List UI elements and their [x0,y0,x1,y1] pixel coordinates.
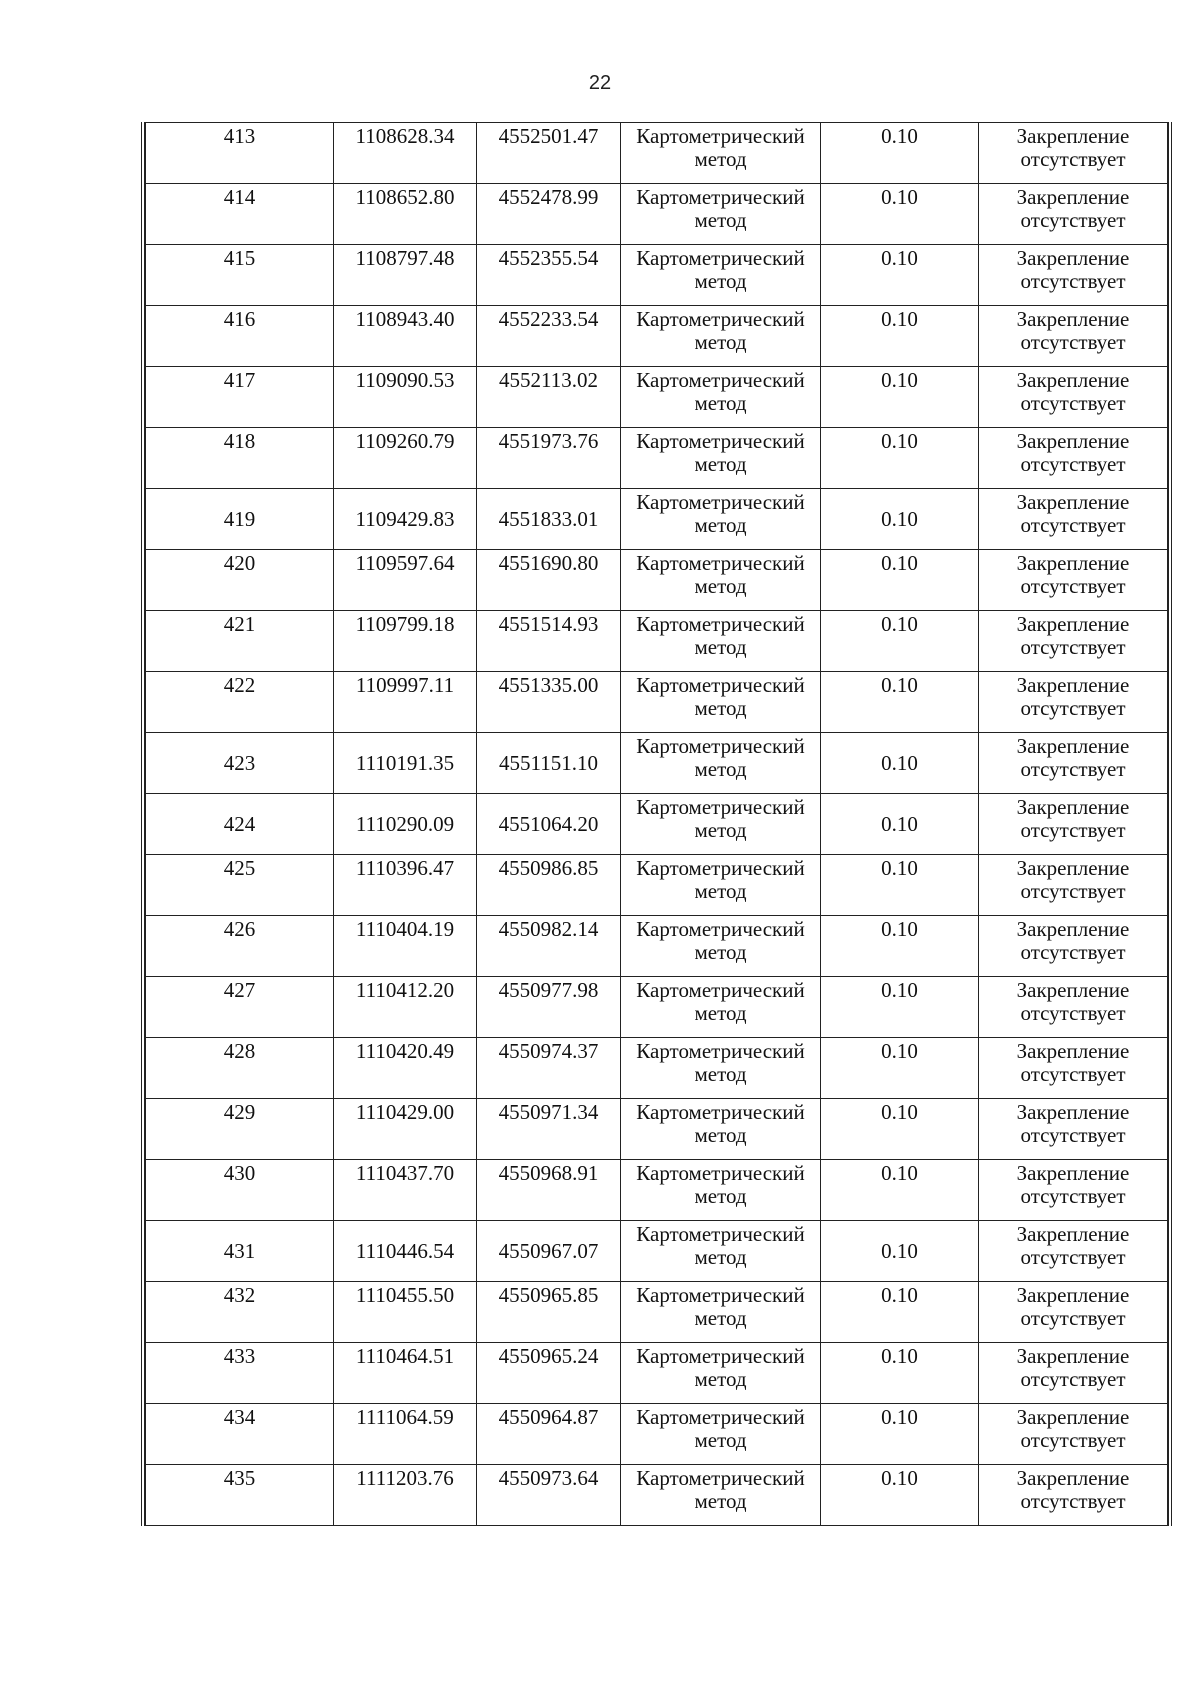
fixing-text: Закрепление [1016,734,1130,758]
fixing-text: отсутствует [1020,330,1126,354]
page-number: 22 [588,72,612,94]
point-number-cell: 432 [146,1282,334,1343]
table-row [146,733,1168,794]
method-text: Картометрический [636,1344,805,1368]
x-coordinate-cell: 1108628.34 [334,123,477,184]
fixing-text: отсутствует [1020,1367,1126,1391]
fixing-cell [979,1099,1168,1160]
table-row [146,1465,1168,1526]
fixing-text: отсутствует [1020,635,1126,659]
fixing-text: Закрепление [1016,1344,1130,1368]
table-row [146,1160,1168,1221]
y-coordinate-cell: 4552233.54 [477,306,621,367]
method-cell [621,1465,821,1526]
fixing-text: отсутствует [1020,940,1126,964]
method-text: Картометрический [636,1466,805,1490]
method-text: метод [694,1306,747,1330]
fixing-cell [979,1343,1168,1404]
y-coordinate-cell: 4551833.01 [477,489,621,550]
accuracy-cell: 0.10 [821,1343,979,1404]
x-coordinate-cell: 1110396.47 [334,855,477,916]
point-number-cell: 416 [146,306,334,367]
fixing-cell [979,1282,1168,1343]
method-text: метод [694,574,747,598]
fixing-text: отсутствует [1020,1489,1126,1513]
method-text: метод [694,1184,747,1208]
table-row [146,184,1168,245]
fixing-cell [979,1465,1168,1526]
method-text: метод [694,757,747,781]
fixing-text: Закрепление [1016,551,1130,575]
y-coordinate-cell: 4551151.10 [477,733,621,794]
x-coordinate-cell: 1110464.51 [334,1343,477,1404]
fixing-text: отсутствует [1020,574,1126,598]
accuracy-cell: 0.10 [821,489,979,550]
x-coordinate-cell: 1109429.83 [334,489,477,550]
accuracy-cell: 0.10 [821,245,979,306]
y-coordinate-cell: 4552355.54 [477,245,621,306]
y-coordinate-cell: 4551973.76 [477,428,621,489]
method-text: Картометрический [636,1161,805,1185]
accuracy-cell: 0.10 [821,1404,979,1465]
method-text: Картометрический [636,1283,805,1307]
method-text: метод [694,818,747,842]
x-coordinate-cell: 1110404.19 [334,916,477,977]
point-number-cell: 422 [146,672,334,733]
method-text: метод [694,940,747,964]
method-text: метод [694,1062,747,1086]
accuracy-cell: 0.10 [821,916,979,977]
method-text: метод [694,1489,747,1513]
method-cell [621,367,821,428]
method-text: Картометрический [636,429,805,453]
fixing-text: Закрепление [1016,1222,1130,1246]
point-number-cell: 427 [146,977,334,1038]
point-number-cell: 420 [146,550,334,611]
point-number-cell: 434 [146,1404,334,1465]
point-number-cell: 429 [146,1099,334,1160]
table-row [146,916,1168,977]
table-row [146,794,1168,855]
method-text: Картометрический [636,490,805,514]
accuracy-cell: 0.10 [821,611,979,672]
accuracy-cell: 0.10 [821,184,979,245]
fixing-text: отсутствует [1020,757,1126,781]
fixing-cell [979,672,1168,733]
method-text: метод [694,1123,747,1147]
method-text: Картометрический [636,795,805,819]
table-row [146,489,1168,550]
y-coordinate-cell: 4550964.87 [477,1404,621,1465]
accuracy-cell: 0.10 [821,1465,979,1526]
method-cell [621,977,821,1038]
x-coordinate-cell: 1109090.53 [334,367,477,428]
method-cell [621,794,821,855]
method-text: Картометрический [636,856,805,880]
point-number-cell: 424 [146,794,334,855]
method-text: метод [694,391,747,415]
fixing-cell [979,367,1168,428]
point-number-cell: 413 [146,123,334,184]
method-text: Картометрический [636,734,805,758]
fixing-cell [979,245,1168,306]
method-text: Картометрический [636,185,805,209]
table-row [146,1343,1168,1404]
accuracy-cell: 0.10 [821,672,979,733]
table-row [146,1404,1168,1465]
method-text: метод [694,879,747,903]
point-number-cell: 417 [146,367,334,428]
accuracy-cell: 0.10 [821,1160,979,1221]
method-cell [621,123,821,184]
x-coordinate-cell: 1111064.59 [334,1404,477,1465]
fixing-text: отсутствует [1020,391,1126,415]
method-text: Картометрический [636,917,805,941]
method-cell [621,1160,821,1221]
method-cell [621,1343,821,1404]
table-row [146,1221,1168,1282]
fixing-text: Закрепление [1016,1100,1130,1124]
coordinates-table-frame [141,122,1172,1526]
x-coordinate-cell: 1109799.18 [334,611,477,672]
accuracy-cell: 0.10 [821,550,979,611]
accuracy-cell: 0.10 [821,1099,979,1160]
y-coordinate-cell: 4550974.37 [477,1038,621,1099]
table-row [146,123,1168,184]
accuracy-cell: 0.10 [821,428,979,489]
fixing-cell [979,428,1168,489]
y-coordinate-cell: 4550977.98 [477,977,621,1038]
method-cell [621,245,821,306]
accuracy-cell: 0.10 [821,367,979,428]
x-coordinate-cell: 1110290.09 [334,794,477,855]
x-coordinate-cell: 1108797.48 [334,245,477,306]
fixing-cell [979,123,1168,184]
fixing-text: отсутствует [1020,452,1126,476]
method-cell [621,1221,821,1282]
x-coordinate-cell: 1108943.40 [334,306,477,367]
table-row [146,245,1168,306]
y-coordinate-cell: 4550986.85 [477,855,621,916]
method-text: метод [694,1245,747,1269]
method-text: Картометрический [636,307,805,331]
fixing-cell [979,489,1168,550]
fixing-text: отсутствует [1020,1123,1126,1147]
method-text: Картометрический [636,246,805,270]
method-text: метод [694,452,747,476]
method-text: Картометрический [636,978,805,1002]
y-coordinate-cell: 4550971.34 [477,1099,621,1160]
fixing-text: Закрепление [1016,246,1130,270]
method-text: Картометрический [636,673,805,697]
fixing-text: Закрепление [1016,1039,1130,1063]
fixing-text: отсутствует [1020,147,1126,171]
fixing-cell [979,916,1168,977]
method-text: метод [694,635,747,659]
fixing-text: отсутствует [1020,818,1126,842]
x-coordinate-cell: 1111203.76 [334,1465,477,1526]
table-row [146,855,1168,916]
method-text: метод [694,330,747,354]
method-cell [621,428,821,489]
point-number-cell: 426 [146,916,334,977]
table-row [146,550,1168,611]
fixing-cell [979,794,1168,855]
method-cell [621,550,821,611]
method-cell [621,306,821,367]
accuracy-cell: 0.10 [821,1221,979,1282]
fixing-text: Закрепление [1016,1466,1130,1490]
point-number-cell: 435 [146,1465,334,1526]
y-coordinate-cell: 4551690.80 [477,550,621,611]
fixing-text: Закрепление [1016,307,1130,331]
method-cell [621,916,821,977]
x-coordinate-cell: 1110412.20 [334,977,477,1038]
fixing-text: отсутствует [1020,1428,1126,1452]
fixing-text: отсутствует [1020,1001,1126,1025]
table-row [146,611,1168,672]
fixing-text: Закрепление [1016,1405,1130,1429]
y-coordinate-cell: 4551064.20 [477,794,621,855]
fixing-cell [979,1160,1168,1221]
method-cell [621,1038,821,1099]
point-number-cell: 430 [146,1160,334,1221]
fixing-cell [979,306,1168,367]
method-text: Картометрический [636,551,805,575]
point-number-cell: 415 [146,245,334,306]
fixing-cell [979,611,1168,672]
fixing-text: Закрепление [1016,612,1130,636]
fixing-text: Закрепление [1016,978,1130,1002]
y-coordinate-cell: 4550982.14 [477,916,621,977]
table-row [146,428,1168,489]
fixing-cell [979,184,1168,245]
fixing-cell [979,733,1168,794]
fixing-text: отсутствует [1020,208,1126,232]
y-coordinate-cell: 4550967.07 [477,1221,621,1282]
fixing-cell [979,1221,1168,1282]
point-number-cell: 431 [146,1221,334,1282]
y-coordinate-cell: 4552478.99 [477,184,621,245]
method-text: метод [694,1001,747,1025]
fixing-cell [979,977,1168,1038]
method-text: Картометрический [636,368,805,392]
fixing-text: отсутствует [1020,696,1126,720]
fixing-text: отсутствует [1020,1245,1126,1269]
table-row [146,1038,1168,1099]
method-text: Картометрический [636,1100,805,1124]
x-coordinate-cell: 1108652.80 [334,184,477,245]
accuracy-cell: 0.10 [821,123,979,184]
accuracy-cell: 0.10 [821,306,979,367]
method-text: метод [694,1428,747,1452]
point-number-cell: 425 [146,855,334,916]
method-text: Картометрический [636,1405,805,1429]
x-coordinate-cell: 1110455.50 [334,1282,477,1343]
method-text: Картометрический [636,1222,805,1246]
x-coordinate-cell: 1110429.00 [334,1099,477,1160]
fixing-text: Закрепление [1016,673,1130,697]
fixing-text: Закрепление [1016,185,1130,209]
y-coordinate-cell: 4550965.24 [477,1343,621,1404]
method-text: метод [694,208,747,232]
point-number-cell: 433 [146,1343,334,1404]
fixing-cell [979,1038,1168,1099]
fixing-text: Закрепление [1016,490,1130,514]
y-coordinate-cell: 4550968.91 [477,1160,621,1221]
x-coordinate-cell: 1110420.49 [334,1038,477,1099]
table-row [146,306,1168,367]
table-row [146,1282,1168,1343]
method-text: метод [694,269,747,293]
y-coordinate-cell: 4551514.93 [477,611,621,672]
fixing-text: отсутствует [1020,1306,1126,1330]
point-number-cell: 428 [146,1038,334,1099]
x-coordinate-cell: 1110437.70 [334,1160,477,1221]
point-number-cell: 421 [146,611,334,672]
x-coordinate-cell: 1109597.64 [334,550,477,611]
accuracy-cell: 0.10 [821,1282,979,1343]
fixing-text: Закрепление [1016,1161,1130,1185]
fixing-text: отсутствует [1020,879,1126,903]
fixing-text: Закрепление [1016,1283,1130,1307]
y-coordinate-cell: 4550965.85 [477,1282,621,1343]
coordinates-table [145,122,1168,1526]
table-row [146,977,1168,1038]
x-coordinate-cell: 1109997.11 [334,672,477,733]
method-text: Картометрический [636,124,805,148]
y-coordinate-cell: 4551335.00 [477,672,621,733]
accuracy-cell: 0.10 [821,733,979,794]
fixing-cell [979,1404,1168,1465]
method-text: метод [694,1367,747,1391]
y-coordinate-cell: 4552113.02 [477,367,621,428]
point-number-cell: 414 [146,184,334,245]
method-text: Картометрический [636,1039,805,1063]
fixing-text: отсутствует [1020,1062,1126,1086]
fixing-text: Закрепление [1016,917,1130,941]
fixing-text: Закрепление [1016,124,1130,148]
fixing-text: Закрепление [1016,856,1130,880]
method-cell [621,855,821,916]
method-cell [621,1282,821,1343]
y-coordinate-cell: 4552501.47 [477,123,621,184]
method-cell [621,489,821,550]
table-row [146,672,1168,733]
accuracy-cell: 0.10 [821,1038,979,1099]
accuracy-cell: 0.10 [821,794,979,855]
accuracy-cell: 0.10 [821,977,979,1038]
fixing-cell [979,855,1168,916]
method-text: метод [694,147,747,171]
method-text: метод [694,513,747,537]
method-cell [621,1404,821,1465]
method-cell [621,611,821,672]
method-cell [621,184,821,245]
fixing-text: Закрепление [1016,368,1130,392]
method-cell [621,733,821,794]
fixing-text: Закрепление [1016,795,1130,819]
fixing-text: отсутствует [1020,1184,1126,1208]
point-number-cell: 423 [146,733,334,794]
fixing-cell [979,550,1168,611]
accuracy-cell: 0.10 [821,855,979,916]
table-row [146,1099,1168,1160]
point-number-cell: 419 [146,489,334,550]
y-coordinate-cell: 4550973.64 [477,1465,621,1526]
x-coordinate-cell: 1110446.54 [334,1221,477,1282]
fixing-text: отсутствует [1020,513,1126,537]
method-text: метод [694,696,747,720]
fixing-text: Закрепление [1016,429,1130,453]
x-coordinate-cell: 1109260.79 [334,428,477,489]
method-cell [621,1099,821,1160]
table-row [146,367,1168,428]
method-cell [621,672,821,733]
method-text: Картометрический [636,612,805,636]
point-number-cell: 418 [146,428,334,489]
x-coordinate-cell: 1110191.35 [334,733,477,794]
fixing-text: отсутствует [1020,269,1126,293]
coordinates-table-body [146,123,1168,1526]
